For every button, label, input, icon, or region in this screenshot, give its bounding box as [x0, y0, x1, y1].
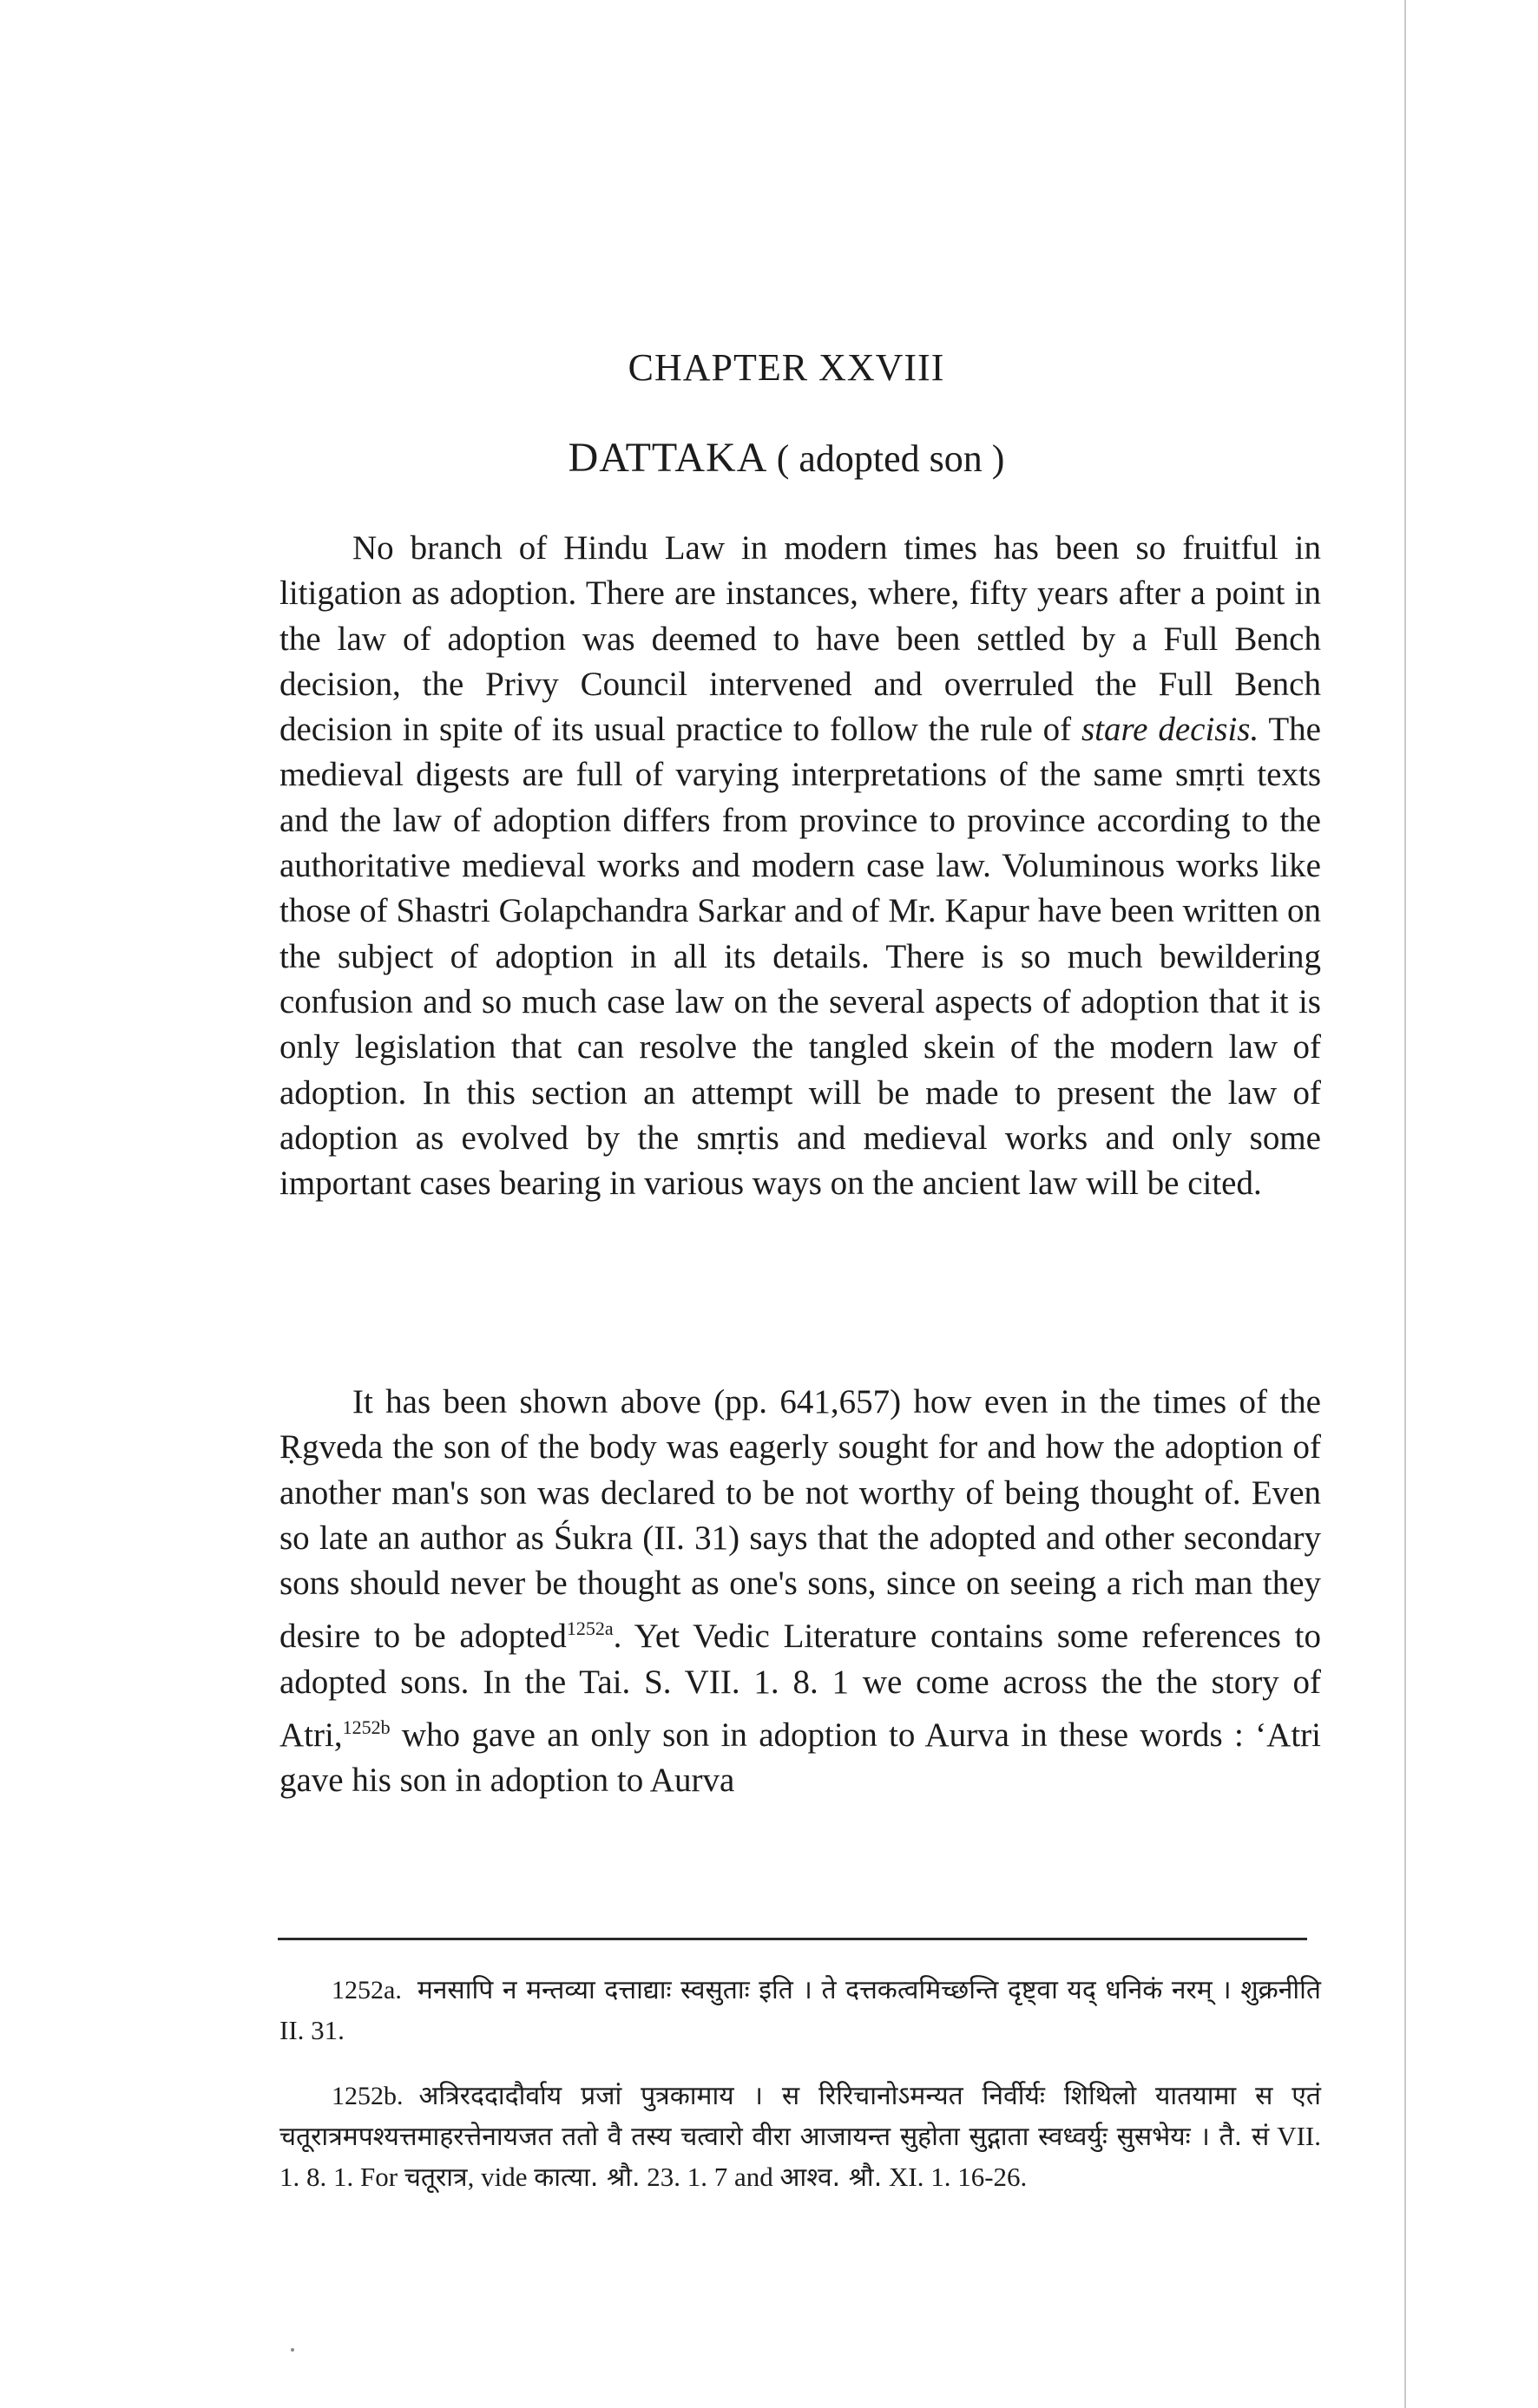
footnote-sanskrit-source: कात्या. श्रौ.: [534, 2162, 641, 2193]
footnote-ref-1252a[interactable]: 1252a: [566, 1617, 614, 1640]
print-speck: [291, 2348, 294, 2352]
paragraph-2-text-c: who gave an only son in adoption to Aurva in these words : ‘Atri gave his son in adoption to Aurva: [279, 1716, 1321, 1800]
footnote-separator: [278, 1938, 1307, 1940]
paragraph-2-text-b: . Yet Vedic Literature contains some references to adopted sons. In the Tai. S. VII. 1. 8. 1 we come across the the story of Atri,: [279, 1617, 1321, 1755]
chapter-number: CHAPTER XXVIII: [628, 346, 945, 389]
paragraph-2-text-a: It has been shown above (pp. 641,657) how even in the times of the Ṛgveda the son of the body was eagerly sought for and how the adoption of another man's son was declared to be not worthy of being thought of. Even so late an author as Śukra (II. 31) says that the adopted and other secondary sons should never be thought as one's sons, since on seeing a rich man they desire to be adopted: [279, 1383, 1321, 1656]
footnote-citation: , vide: [467, 2162, 535, 2192]
paragraph-2: [279, 1380, 1321, 1804]
footnote-number: 1252a.: [332, 1976, 402, 2004]
paragraph-1-italic-term: stare decisis.: [1081, 711, 1259, 749]
footnote-ref-1252b[interactable]: 1252b: [342, 1716, 391, 1739]
paragraph-1: [279, 526, 1321, 1206]
footnote-1252b: [279, 2076, 1321, 2198]
chapter-title: [0, 434, 1538, 482]
footnote-number: 1252b.: [332, 2082, 404, 2110]
footnote-1252a: [279, 1970, 1321, 2050]
footnote-sanskrit-term: चतूरात्र: [404, 2162, 468, 2193]
paragraph-1-text-b: The medieval digests are full of varying interpretations of the same smṛti texts and the law of adoption differs from province to province according to the authoritative medieval works and modern case law. Voluminous works like those of Shastri Golapchandra Sarkar and of Mr. Kapur have been written on the subject of adoption in all its details. There is so much bewildering confusion and so much case law on the several aspects of adoption that it is only legislation that can resolve the tangled skein of the modern law of adoption. In this section an attempt will be made to present the law of adoption as evolved by the smṛtis and medieval works and only some important cases bearing in various ways on the ancient law will be cited.: [279, 711, 1321, 1203]
footnote-sanskrit-text: मनसापि न मन्तव्या दत्ताद्याः स्वसुताः इति । ते दत्तकत्वमिच्छन्ति दृष्ट्वा यद् धनिकं नरम् । शुक्रनीति: [417, 1975, 1321, 2005]
footnote-sanskrit-text: अत्रिरददादौर्वाय प्रजां पुत्रकामाय । स रिरिचानोऽमन्यत निर्वीर्यः शिथिलो यातयामा स एतं चतूरात्रमपश्यत्तमाहरत्तेनायजत ततो वै तस्य चत्वारो वीरा आजायन्त सुहोता सुद्गाता स्वध्वर्युः सुसभेयः । तै. सं: [279, 2081, 1321, 2152]
paragraph-1-text-a: No branch of Hindu Law in modern times has been so fruitful in litigation as adoption. There are instances, where, fifty years after a point in the law of adoption was deemed to have been settled by a Full Bench decision, the Privy Council intervened and overruled the Full Bench decision in spite of its usual practice to follow the rule of: [279, 529, 1321, 749]
chapter-title-subtitle: ( adopted son ): [776, 437, 1005, 480]
footnote-citation: II. 31.: [279, 2015, 345, 2045]
chapter-title-main: DATTAKA: [568, 435, 766, 481]
footnote-citation: VII. 1. 8. 1. For: [279, 2121, 1321, 2192]
footnote-citation: 23. 1. 7 and: [640, 2162, 780, 2192]
footnote-citation: XI. 1. 16-26.: [882, 2162, 1028, 2192]
footnote-sanskrit-source: आश्व. श्रौ.: [779, 2162, 883, 2193]
